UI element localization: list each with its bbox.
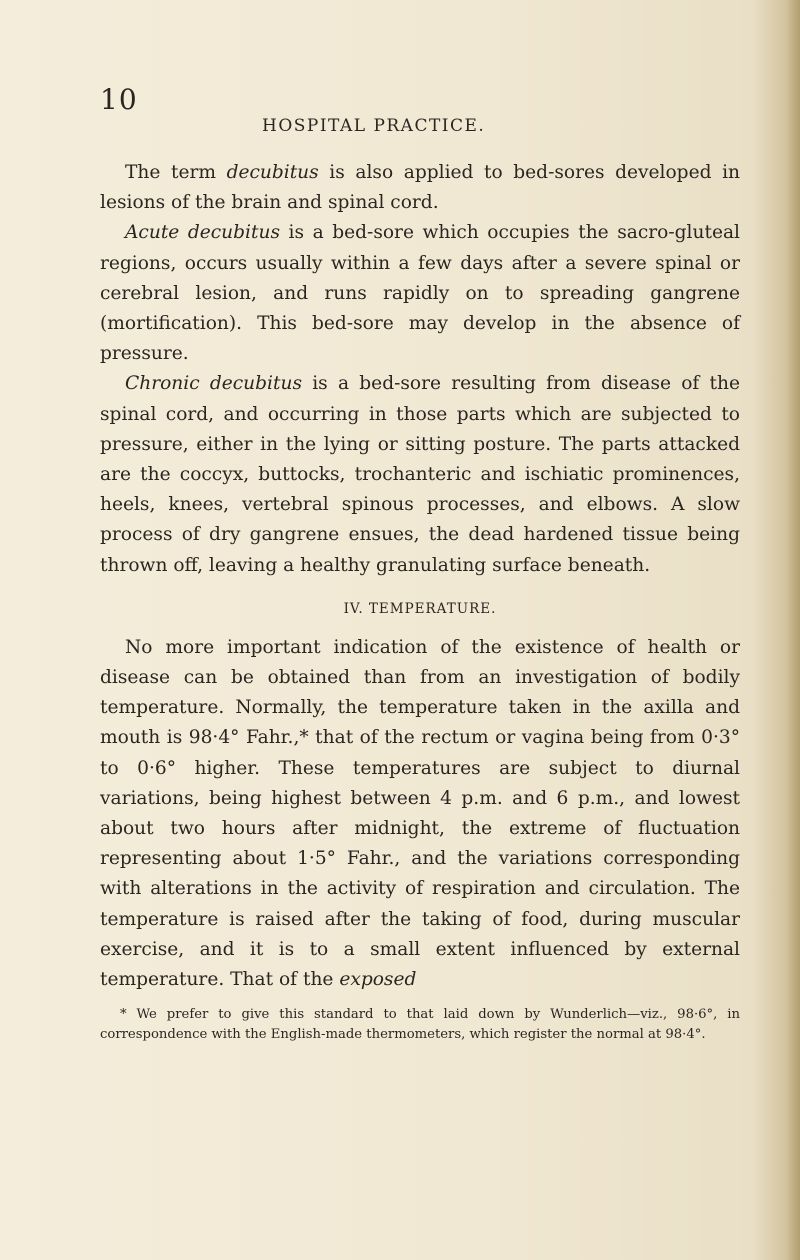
running-head: HOSPITAL PRACTICE. bbox=[262, 116, 486, 136]
paragraph-text: The term bbox=[125, 162, 227, 183]
section-heading: IV. TEMPERATURE. bbox=[343, 600, 497, 617]
footnote bbox=[100, 1005, 740, 1045]
page-edge-shadow bbox=[786, 0, 800, 1260]
paragraph-text: is also applied to bed-sores developed in lesions of the brain and spinal cord. bbox=[100, 162, 740, 214]
italic-term: Chronic decubitus bbox=[125, 373, 302, 395]
italic-term: decubitus bbox=[226, 162, 319, 183]
italic-term: Acute decubitus bbox=[125, 222, 280, 244]
paragraph-text: is a bed-sore resulting from disease of the spinal cord, and occurring in those parts which are subjected to pressure, either in the lying or sitting posture. The parts attacked are the coccyx, buttocks, trochanteric and ischiatic prominences, heels, knees, vertebral spinous processes, and elbows. A slow process of dry gangrene ensues, the dead hardened tissue being thrown off, leaving a healthy granulating surface beneath. bbox=[100, 373, 740, 576]
page-number: 10 bbox=[100, 83, 138, 116]
footnote-text: * We prefer to give this standard to that laid down by Wunderlich—viz., 98·6°, in correspondence with the English-made thermometers, which register the normal at 98·4°. bbox=[100, 1007, 740, 1043]
paragraph-temperature bbox=[100, 633, 740, 995]
italic-term: exposed bbox=[339, 969, 417, 991]
paragraph-text: is a bed-sore which occupies the sacro-gluteal regions, occurs usually within a few days after a severe spinal or cerebral lesion, and runs rapidly on to spreading gangrene (mortification). This bed-sore may develop in the absence of pressure. bbox=[100, 222, 740, 365]
paragraph-chronic-decubitus bbox=[100, 369, 740, 580]
paragraph-decubitus bbox=[100, 158, 740, 218]
body-text bbox=[100, 158, 740, 1045]
paragraph-text: No more important indication of the existence of health or disease can be obtained than from an investigation of bodily temperature. Normally, the temperature taken in the axilla and mouth is 98·4° Fahr.,* that of the rectum or vagina being from 0·3° to 0·6° higher. These temperatures are subject to diurnal variations, being highest between 4 p.m. and 6 p.m., and lowest about two hours after midnight, the extreme of fluctuation representing about 1·5° Fahr., and the variations corresponding with alterations in the activity of respiration and circulation. The temperature is raised after the taking of food, during muscular exercise, and it is to a small extent influenced by external temperature. That of the bbox=[100, 636, 740, 991]
paragraph-acute-decubitus bbox=[100, 218, 740, 369]
